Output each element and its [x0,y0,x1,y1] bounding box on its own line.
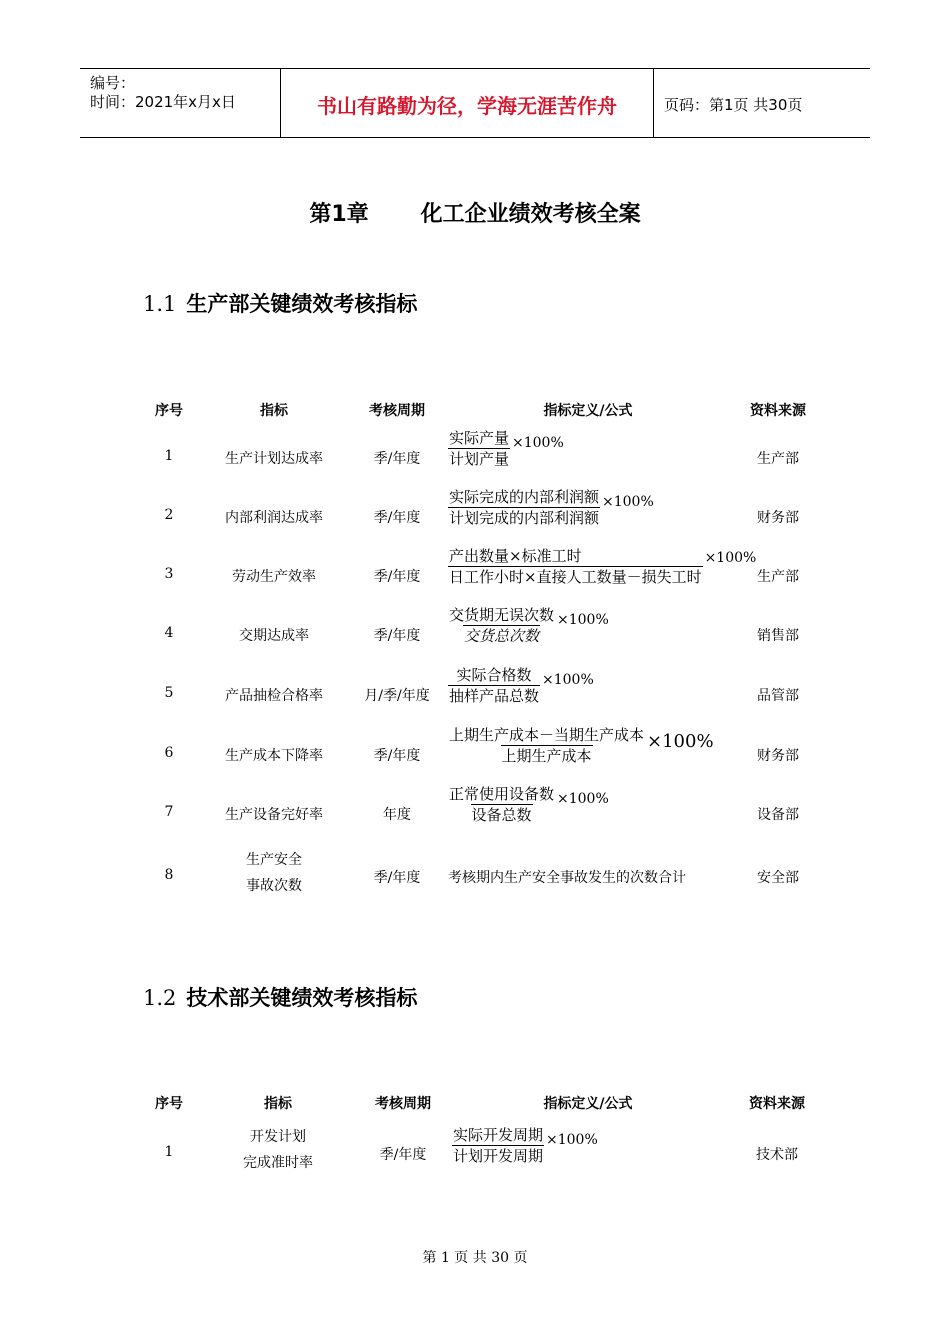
formula [452,1126,732,1165]
formula [448,547,757,586]
formula-denominator: 交货总次数 [464,627,540,645]
assessment-period: 季/年度 [373,451,421,467]
formula-multiplier: ×100% [512,434,564,451]
indicator-name [209,847,339,899]
column-header: 资料来源 [749,1096,805,1112]
row-number: 1 [164,448,174,464]
formula [448,666,728,705]
row-number: 1 [164,1144,174,1160]
assessment-period: 月/季/年度 [364,688,430,704]
data-source: 安全部 [757,870,799,886]
column-header: 资料来源 [750,403,806,419]
data-source: 生产部 [757,569,799,585]
assessment-period: 季/年度 [373,628,421,644]
assessment-period: 年度 [383,807,411,823]
indicator-name: 生产成本下降率 [225,748,323,764]
chapter-title [0,197,950,228]
chapter-name: 化工企业绩效考核全案 [420,202,641,227]
chapter-number: 第1章 [309,202,369,227]
row-number: 3 [164,566,174,582]
indicator-definition: 考核期内生产安全事故发生的次数合计 [448,870,686,886]
row-number: 4 [164,625,174,641]
section-title: 生产部关键绩效考核指标 [186,292,418,316]
formula-multiplier: ×100% [704,549,757,566]
formula-numerator: 产出数量×标准工时 [449,547,582,565]
section-title: 技术部关键绩效考核指标 [186,986,418,1010]
formula [448,488,728,527]
column-header: 序号 [155,403,183,419]
section-heading-1-2 [143,982,417,1012]
formula-numerator: 实际开发周期 [453,1126,544,1144]
indicator-name [213,1124,343,1176]
indicator-name: 劳动生产效率 [232,569,316,585]
page-footer: 第 1 页 共 30 页 [422,1250,528,1266]
indicator-name: 交期达成率 [239,628,309,644]
indicator-name: 生产计划达成率 [225,451,323,467]
row-number: 8 [164,867,174,883]
data-source: 生产部 [757,451,799,467]
header-motto-cell [281,69,654,137]
document-code: 编号： [90,74,136,92]
data-source: 技术部 [756,1147,798,1163]
data-source: 设备部 [757,807,799,823]
formula-denominator: 设备总数 [471,806,532,824]
page-header [80,68,870,138]
indicator-line: 生产安全 [246,852,302,868]
formula-multiplier: ×100% [557,790,609,807]
row-number: 5 [164,685,174,701]
indicator-name: 产品抽检合格率 [225,688,323,704]
section-number: 1.1 [143,292,177,316]
formula-denominator: 计划完成的内部利润额 [449,509,600,527]
formula-denominator: 上期生产成本 [501,747,592,765]
indicator-line: 完成准时率 [243,1155,313,1171]
data-source: 品管部 [757,688,799,704]
indicator-line: 开发计划 [250,1129,306,1145]
data-source: 财务部 [757,510,799,526]
formula-multiplier: ×100% [546,1131,598,1148]
header-meta-cell [80,69,281,137]
formula-denominator: 计划产量 [449,450,510,468]
indicator-line: 事故次数 [246,878,302,894]
formula-numerator: 实际完成的内部利润额 [449,488,600,506]
document-date: 时间：2021年x月x日 [90,93,236,111]
formula [448,606,728,645]
section-heading-1-1 [143,288,417,318]
formula-multiplier: ×100% [557,611,609,628]
column-header: 序号 [155,1096,183,1112]
row-number: 6 [164,745,174,761]
formula-multiplier: ×100% [647,731,714,752]
header-page-number: 页码：第1页 共30页 [664,96,803,114]
column-header: 指标 [260,403,288,419]
formula-denominator: 计划开发周期 [453,1147,544,1165]
formula-numerator: 上期生产成本－当期生产成本 [449,726,645,744]
assessment-period: 季/年度 [379,1147,427,1163]
formula-numerator: 交货期无误次数 [449,606,555,624]
formula [448,785,728,824]
formula [448,726,728,765]
formula-numerator: 实际合格数 [456,666,532,684]
header-page-cell [654,69,870,137]
column-header: 考核周期 [369,403,425,419]
formula [448,429,728,468]
data-source: 财务部 [757,748,799,764]
data-source: 销售部 [757,628,799,644]
indicator-name: 内部利润达成率 [225,510,323,526]
formula-numerator: 实际产量 [449,429,510,447]
column-header: 考核周期 [375,1096,431,1112]
formula-numerator: 正常使用设备数 [449,785,555,803]
assessment-period: 季/年度 [373,569,421,585]
row-number: 7 [164,804,174,820]
formula-multiplier: ×100% [542,671,594,688]
header-motto: 书山有路勤为径，学海无涯苦作舟 [317,94,617,118]
column-header: 指标定义/公式 [543,1096,633,1112]
column-header: 指标定义/公式 [543,403,633,419]
formula-denominator: 抽样产品总数 [449,687,540,705]
assessment-period: 季/年度 [373,870,421,886]
section-number: 1.2 [143,986,177,1010]
indicator-name: 生产设备完好率 [225,807,323,823]
assessment-period: 季/年度 [373,510,421,526]
formula-multiplier: ×100% [602,493,654,510]
row-number: 2 [164,507,174,523]
assessment-period: 季/年度 [373,748,421,764]
formula-denominator: 日工作小时×直接人工数量－损失工时 [449,568,702,586]
column-header: 指标 [264,1096,292,1112]
